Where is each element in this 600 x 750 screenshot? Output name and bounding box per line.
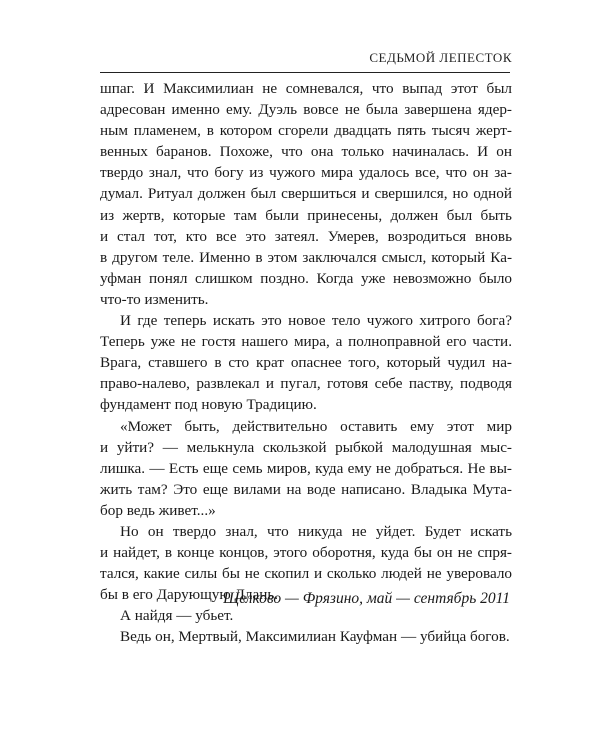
text-line: и уйти? — мелькнула скользкой рыбкой малодушная мыс- — [100, 438, 512, 456]
text-line: что-то изменить. — [100, 290, 209, 308]
text-line: в другом теле. Именно в этом заключался смысл, который Ка- — [100, 248, 512, 266]
text-line: из жертв, которые там были принесены, должен был быть — [100, 206, 512, 224]
running-header: СЕДЬМОЙ ЛЕПЕСТОК — [369, 50, 512, 65]
text-line: адресован именно ему. Дуэль вовсе не была завершена ядер- — [100, 101, 512, 119]
text-line: Но он твердо знал, что никуда не уйдет. Будет искать — [120, 522, 512, 540]
text-line: лишка. — Есть еще семь миров, куда ему не добраться. Не вы- — [100, 459, 512, 477]
text-line: бор ведь живет...» — [100, 501, 216, 519]
paragraph-1 — [100, 78, 512, 310]
text-line: и найдет, в конце концов, этого оборотня, куда бы он не спря- — [100, 544, 512, 562]
text-line: жить там? Это еще вилами на воде написано. Владыка Мута- — [100, 480, 512, 498]
text-line: уфман понял слишком поздно. Когда уже невозможно было — [100, 269, 512, 287]
text-line: шпаг. И Максимилиан не сомневался, что выпад этот был — [100, 80, 512, 97]
text-line: Теперь уже не гостя нашего мира, а полноправной его части. — [100, 333, 512, 351]
paragraph-5 — [100, 605, 512, 626]
text-line: право-налево, развлекал и пугал, готовя себе паству, подводя — [100, 375, 512, 393]
paragraph-6 — [100, 626, 512, 647]
text-line: фундамент под новую Традицию. — [100, 396, 317, 414]
header-rule — [100, 72, 510, 73]
text-line: венных баранов. Похоже, что она только начиналась. И он — [100, 143, 512, 161]
text-line: Врага, ставшего в сто крат опаснее того, который чудил на- — [100, 354, 512, 372]
text-line: И где теперь искать это новое тело чужого хитрого бога? — [120, 312, 512, 330]
text-line: и стал тот, кто все это затеял. Умерев, возродиться вновь — [100, 227, 512, 245]
text-line: думал. Ритуал должен был свершиться и свершился, но одной — [100, 185, 512, 203]
text-line: твердо знал, что богу из чужого мира удалось все, что он за- — [100, 164, 512, 182]
text-line: тался, какие силы бы не скопил и сколько людей не уверовало — [100, 565, 512, 583]
text-line: ным пламенем, в котором сгорели двадцать пять тысяч жерт- — [100, 122, 512, 140]
signature-place-date: Щелково — Фрязино, май — сентябрь 2011 — [223, 590, 510, 607]
body-text — [100, 78, 512, 648]
paragraph-3 — [100, 416, 512, 521]
text-line: «Может быть, действительно оставить ему этот мир — [120, 417, 512, 435]
text-line: А найдя — убьет. — [120, 607, 234, 625]
paragraph-2 — [100, 310, 512, 415]
text-line: бы в его Дарующую Длань. — [100, 586, 279, 604]
text-line: Ведь он, Мертвый, Максимилиан Кауфман — убийца богов. — [120, 628, 510, 646]
